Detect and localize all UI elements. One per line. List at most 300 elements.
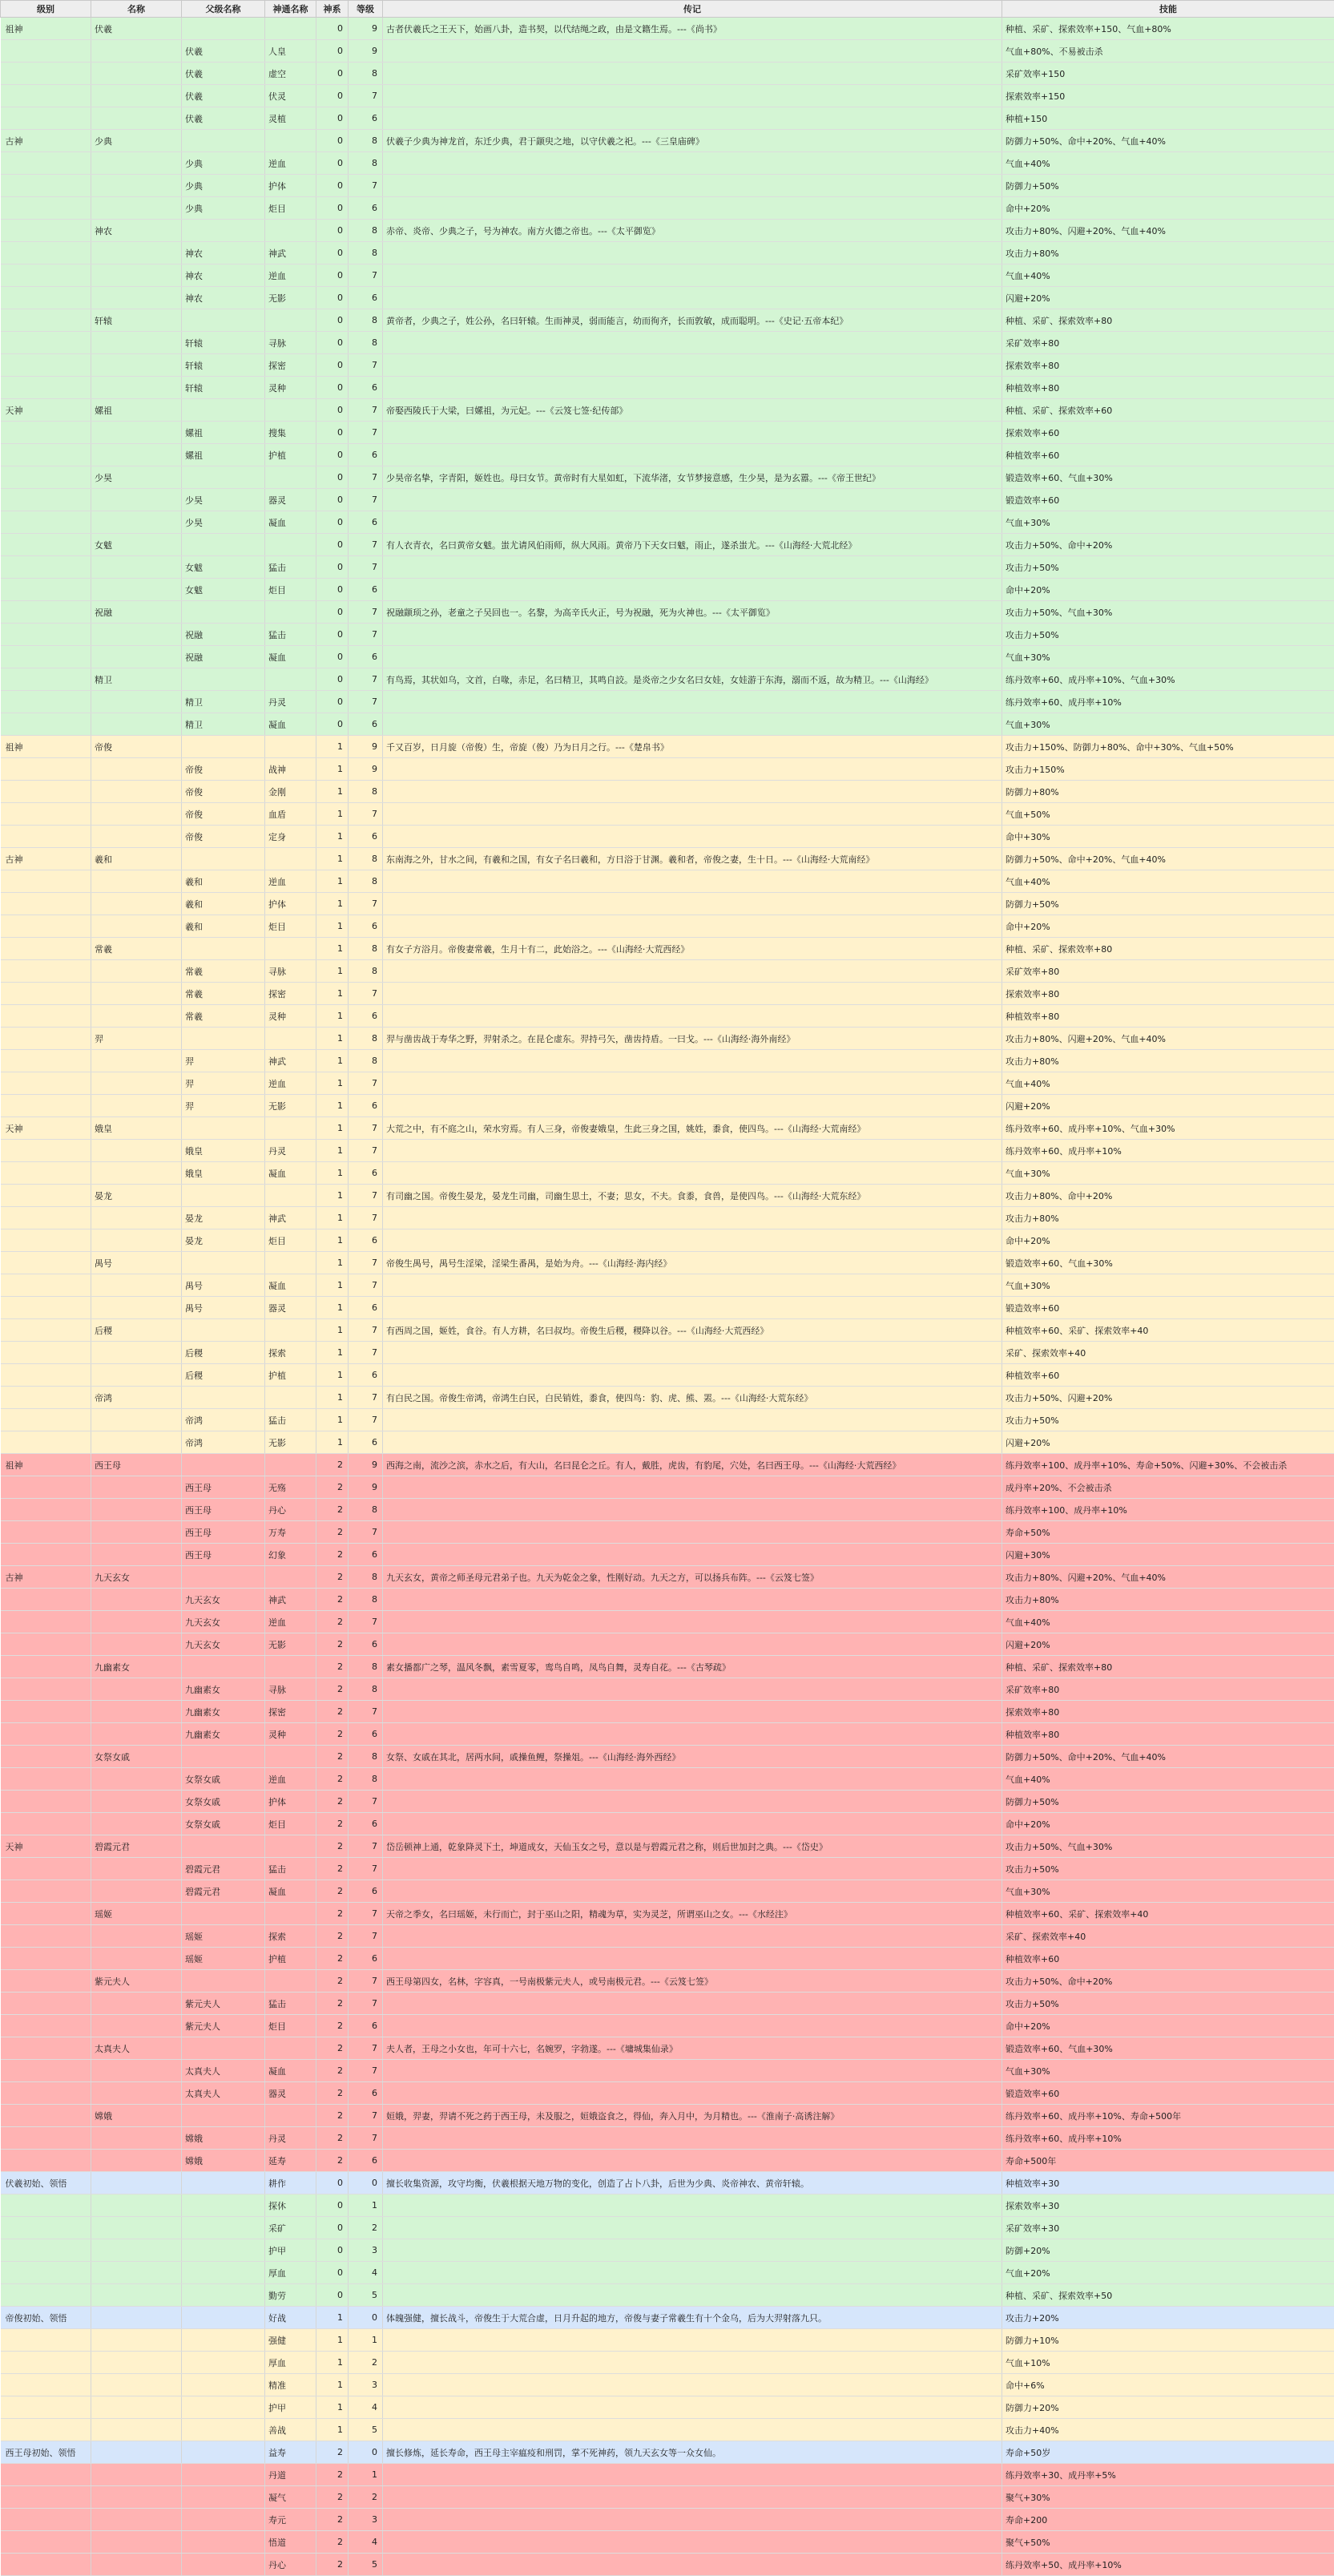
level-cell[interactable]: 8: [349, 781, 383, 803]
biography-cell[interactable]: 帝娶西陵氏于大梁，曰嫘祖，为元妃。---《云笈七签·纪传部》: [383, 399, 1002, 422]
name-cell[interactable]: [91, 1342, 182, 1364]
lineage-cell[interactable]: 0: [316, 399, 349, 422]
skills-cell[interactable]: 攻击力+80%、命中+20%: [1002, 1185, 1334, 1207]
tier-cell[interactable]: [1, 511, 91, 534]
table-row[interactable]: [1, 1723, 1334, 1746]
biography-cell[interactable]: 千又百岁，日月旋（帝俊）生，帝旋（俊）乃为日月之行。---《楚帛书》: [383, 736, 1002, 758]
level-cell[interactable]: 8: [349, 870, 383, 893]
parent-name-cell[interactable]: 嫦娥: [182, 2127, 265, 2150]
tier-cell[interactable]: [1, 1858, 91, 1880]
table-row[interactable]: [1, 1431, 1334, 1454]
biography-cell[interactable]: [383, 2060, 1002, 2082]
parent-name-cell[interactable]: 羲和: [182, 870, 265, 893]
parent-name-cell[interactable]: 嫦娥: [182, 2150, 265, 2172]
lineage-cell[interactable]: 2: [316, 2015, 349, 2037]
level-cell[interactable]: 3: [349, 2374, 383, 2396]
biography-cell[interactable]: [383, 2150, 1002, 2172]
tier-cell[interactable]: [1, 1387, 91, 1409]
skills-cell[interactable]: 采矿效率+80: [1002, 332, 1334, 354]
parent-name-cell[interactable]: [182, 2262, 265, 2284]
ability-name-cell[interactable]: 丹灵: [265, 2127, 316, 2150]
ability-name-cell[interactable]: 无殇: [265, 1476, 316, 1499]
skills-cell[interactable]: 种植效率+60: [1002, 1364, 1334, 1387]
ability-name-cell[interactable]: 逆血: [265, 152, 316, 175]
biography-cell[interactable]: 女祭、女戚在其北，居两水间，戚操鱼鲤，祭操俎。---《山海经·海外西经》: [383, 1746, 1002, 1768]
lineage-cell[interactable]: 0: [316, 2194, 349, 2217]
name-cell[interactable]: [91, 781, 182, 803]
parent-name-cell[interactable]: 娥皇: [182, 1162, 265, 1185]
level-cell[interactable]: 6: [349, 713, 383, 736]
name-cell[interactable]: [91, 2486, 182, 2509]
table-row[interactable]: [1, 2015, 1334, 2037]
tier-cell[interactable]: [1, 1005, 91, 1028]
ability-name-cell[interactable]: 战神: [265, 758, 316, 781]
tier-cell[interactable]: 西王母初始、领悟: [1, 2441, 91, 2464]
parent-name-cell[interactable]: 晏龙: [182, 1229, 265, 1252]
header-skills[interactable]: 技能: [1002, 1, 1334, 18]
biography-cell[interactable]: 西海之南，流沙之滨，赤水之后，有大山，名曰昆仑之丘。有人，戴胜，虎齿，有豹尾，穴处，名曰西王母。---《山海经·大荒西经》: [383, 1454, 1002, 1476]
ability-name-cell[interactable]: 寿元: [265, 2509, 316, 2531]
parent-name-cell[interactable]: 九幽素女: [182, 1701, 265, 1723]
lineage-cell[interactable]: 1: [316, 1185, 349, 1207]
biography-cell[interactable]: [383, 1364, 1002, 1387]
level-cell[interactable]: 7: [349, 534, 383, 556]
parent-name-cell[interactable]: 羿: [182, 1095, 265, 1117]
lineage-cell[interactable]: 1: [316, 938, 349, 960]
name-cell[interactable]: [91, 1813, 182, 1835]
biography-cell[interactable]: [383, 758, 1002, 781]
name-cell[interactable]: [91, 1948, 182, 1970]
ability-name-cell[interactable]: [265, 534, 316, 556]
parent-name-cell[interactable]: 神农: [182, 242, 265, 264]
table-row[interactable]: [1, 691, 1334, 713]
name-cell[interactable]: [91, 2172, 182, 2194]
lineage-cell[interactable]: 1: [316, 870, 349, 893]
tier-cell[interactable]: [1, 175, 91, 197]
biography-cell[interactable]: [383, 1431, 1002, 1454]
biography-cell[interactable]: 有司幽之国。帝俊生晏龙，晏龙生司幽，司幽生思土，不妻；思女，不夫。食黍，食兽，是使四鸟。---《山海经·大荒东经》: [383, 1185, 1002, 1207]
tier-cell[interactable]: [1, 893, 91, 915]
level-cell[interactable]: 7: [349, 624, 383, 646]
table-row[interactable]: [1, 1791, 1334, 1813]
lineage-cell[interactable]: 0: [316, 511, 349, 534]
skills-cell[interactable]: 气血+10%: [1002, 2352, 1334, 2374]
level-cell[interactable]: 6: [349, 1880, 383, 1903]
tier-cell[interactable]: 古神: [1, 848, 91, 870]
table-row[interactable]: [1, 803, 1334, 826]
parent-name-cell[interactable]: [182, 2307, 265, 2329]
name-cell[interactable]: [91, 40, 182, 63]
parent-name-cell[interactable]: [182, 2374, 265, 2396]
parent-name-cell[interactable]: 帝俊: [182, 826, 265, 848]
lineage-cell[interactable]: 1: [316, 1252, 349, 1274]
table-row[interactable]: [1, 2307, 1334, 2329]
tier-cell[interactable]: [1, 264, 91, 287]
ability-name-cell[interactable]: 勤劳: [265, 2284, 316, 2307]
ability-name-cell[interactable]: [265, 1319, 316, 1342]
level-cell[interactable]: 7: [349, 1319, 383, 1342]
level-cell[interactable]: 8: [349, 1746, 383, 1768]
skills-cell[interactable]: 攻击力+50%: [1002, 556, 1334, 579]
lineage-cell[interactable]: 1: [316, 803, 349, 826]
biography-cell[interactable]: [383, 2217, 1002, 2239]
ability-name-cell[interactable]: 护植: [265, 1948, 316, 1970]
lineage-cell[interactable]: 2: [316, 1948, 349, 1970]
parent-name-cell[interactable]: 少昊: [182, 489, 265, 511]
lineage-cell[interactable]: 1: [316, 1297, 349, 1319]
table-row[interactable]: [1, 1993, 1334, 2015]
table-row[interactable]: [1, 893, 1334, 915]
biography-cell[interactable]: 夫人者，王母之小女也，年可十六七，名婉罗，字勃遂。---《墉城集仙录》: [383, 2037, 1002, 2060]
table-row[interactable]: [1, 1005, 1334, 1028]
name-cell[interactable]: [91, 332, 182, 354]
skills-cell[interactable]: 练丹效率+100、成丹率+10%: [1002, 1499, 1334, 1521]
lineage-cell[interactable]: 0: [316, 18, 349, 40]
name-cell[interactable]: [91, 1723, 182, 1746]
level-cell[interactable]: 8: [349, 1589, 383, 1611]
skills-cell[interactable]: 聚气+50%: [1002, 2531, 1334, 2554]
table-row[interactable]: [1, 2464, 1334, 2486]
ability-name-cell[interactable]: [265, 18, 316, 40]
skills-cell[interactable]: 种植效率+80: [1002, 377, 1334, 399]
biography-cell[interactable]: [383, 1342, 1002, 1364]
tier-cell[interactable]: [1, 287, 91, 309]
lineage-cell[interactable]: 1: [316, 826, 349, 848]
table-row[interactable]: [1, 1499, 1334, 1521]
table-row[interactable]: [1, 1701, 1334, 1723]
parent-name-cell[interactable]: [182, 601, 265, 624]
tier-cell[interactable]: [1, 107, 91, 130]
name-cell[interactable]: [91, 287, 182, 309]
name-cell[interactable]: [91, 803, 182, 826]
ability-name-cell[interactable]: [265, 848, 316, 870]
table-row[interactable]: [1, 1611, 1334, 1633]
name-cell[interactable]: 羿: [91, 1028, 182, 1050]
skills-cell[interactable]: 攻击力+80%: [1002, 242, 1334, 264]
tier-cell[interactable]: [1, 2509, 91, 2531]
tier-cell[interactable]: [1, 242, 91, 264]
lineage-cell[interactable]: 0: [316, 579, 349, 601]
parent-name-cell[interactable]: 女祭女戚: [182, 1768, 265, 1791]
parent-name-cell[interactable]: 祝融: [182, 646, 265, 668]
parent-name-cell[interactable]: 帝鸿: [182, 1409, 265, 1431]
skills-cell[interactable]: 攻击力+50%: [1002, 1993, 1334, 2015]
tier-cell[interactable]: [1, 1229, 91, 1252]
name-cell[interactable]: [91, 2284, 182, 2307]
parent-name-cell[interactable]: 轩辕: [182, 332, 265, 354]
ability-name-cell[interactable]: 猛击: [265, 556, 316, 579]
level-cell[interactable]: 1: [349, 2464, 383, 2486]
parent-name-cell[interactable]: 轩辕: [182, 354, 265, 377]
parent-name-cell[interactable]: [182, 309, 265, 332]
parent-name-cell[interactable]: [182, 1656, 265, 1678]
ability-name-cell[interactable]: [265, 1970, 316, 1993]
tier-cell[interactable]: [1, 1050, 91, 1072]
name-cell[interactable]: 羲和: [91, 848, 182, 870]
tier-cell[interactable]: 帝俊初始、领悟: [1, 2307, 91, 2329]
biography-cell[interactable]: [383, 2419, 1002, 2441]
table-row[interactable]: [1, 2352, 1334, 2374]
ability-name-cell[interactable]: 丹心: [265, 2554, 316, 2576]
lineage-cell[interactable]: 2: [316, 1903, 349, 1925]
ability-name-cell[interactable]: 护植: [265, 1364, 316, 1387]
lineage-cell[interactable]: 0: [316, 332, 349, 354]
level-cell[interactable]: 6: [349, 2082, 383, 2105]
lineage-cell[interactable]: 1: [316, 983, 349, 1005]
biography-cell[interactable]: [383, 2194, 1002, 2217]
tier-cell[interactable]: [1, 1072, 91, 1095]
level-cell[interactable]: 7: [349, 1072, 383, 1095]
parent-name-cell[interactable]: 瑶姬: [182, 1948, 265, 1970]
tier-cell[interactable]: [1, 2239, 91, 2262]
biography-cell[interactable]: [383, 1274, 1002, 1297]
table-row[interactable]: [1, 601, 1334, 624]
tier-cell[interactable]: [1, 2464, 91, 2486]
table-row[interactable]: [1, 1117, 1334, 1140]
name-cell[interactable]: [91, 1925, 182, 1948]
level-cell[interactable]: 6: [349, 1948, 383, 1970]
level-cell[interactable]: 7: [349, 1387, 383, 1409]
skills-cell[interactable]: 防御力+50%、命中+20%、气血+40%: [1002, 130, 1334, 152]
ability-name-cell[interactable]: [265, 736, 316, 758]
tier-cell[interactable]: [1, 1791, 91, 1813]
level-cell[interactable]: 7: [349, 1140, 383, 1162]
table-row[interactable]: [1, 1903, 1334, 1925]
name-cell[interactable]: [91, 1050, 182, 1072]
table-row[interactable]: [1, 1566, 1334, 1589]
tier-cell[interactable]: 伏羲初始、领悟: [1, 2172, 91, 2194]
ability-name-cell[interactable]: 无影: [265, 1431, 316, 1454]
parent-name-cell[interactable]: 常羲: [182, 1005, 265, 1028]
biography-cell[interactable]: [383, 1993, 1002, 2015]
ability-name-cell[interactable]: 延寿: [265, 2150, 316, 2172]
name-cell[interactable]: 神农: [91, 220, 182, 242]
skills-cell[interactable]: 防御力+50%: [1002, 893, 1334, 915]
level-cell[interactable]: 2: [349, 2486, 383, 2509]
name-cell[interactable]: [91, 489, 182, 511]
parent-name-cell[interactable]: [182, 1387, 265, 1409]
lineage-cell[interactable]: 0: [316, 466, 349, 489]
level-cell[interactable]: 1: [349, 2329, 383, 2352]
parent-name-cell[interactable]: 祝融: [182, 624, 265, 646]
tier-cell[interactable]: [1, 2419, 91, 2441]
ability-name-cell[interactable]: 定身: [265, 826, 316, 848]
biography-cell[interactable]: 东南海之外，甘水之间，有羲和之国，有女子名曰羲和，方日浴于甘渊。羲和者，帝俊之妻，生十日。---《山海经·大荒南经》: [383, 848, 1002, 870]
lineage-cell[interactable]: 2: [316, 1970, 349, 1993]
level-cell[interactable]: 8: [349, 938, 383, 960]
biography-cell[interactable]: [383, 826, 1002, 848]
skills-cell[interactable]: 种植效率+80: [1002, 1723, 1334, 1746]
level-cell[interactable]: 7: [349, 1791, 383, 1813]
table-row[interactable]: [1, 2194, 1334, 2217]
level-cell[interactable]: 8: [349, 152, 383, 175]
table-row[interactable]: [1, 624, 1334, 646]
parent-name-cell[interactable]: 伏羲: [182, 63, 265, 85]
table-row[interactable]: [1, 1544, 1334, 1566]
lineage-cell[interactable]: 1: [316, 1319, 349, 1342]
skills-cell[interactable]: 锻造效率+60: [1002, 1297, 1334, 1319]
ability-name-cell[interactable]: [265, 466, 316, 489]
name-cell[interactable]: 禺号: [91, 1252, 182, 1274]
table-row[interactable]: [1, 1948, 1334, 1970]
tier-cell[interactable]: [1, 1589, 91, 1611]
level-cell[interactable]: 7: [349, 2060, 383, 2082]
table-row[interactable]: [1, 1207, 1334, 1229]
skills-cell[interactable]: 防御+20%: [1002, 2239, 1334, 2262]
skills-cell[interactable]: 命中+20%: [1002, 1813, 1334, 1835]
tier-cell[interactable]: 天神: [1, 1117, 91, 1140]
table-row[interactable]: [1, 2374, 1334, 2396]
tier-cell[interactable]: [1, 63, 91, 85]
ability-name-cell[interactable]: [265, 1746, 316, 1768]
biography-cell[interactable]: [383, 1813, 1002, 1835]
ability-name-cell[interactable]: [265, 1028, 316, 1050]
skills-cell[interactable]: 攻击力+50%、命中+20%: [1002, 534, 1334, 556]
biography-cell[interactable]: [383, 422, 1002, 444]
tier-cell[interactable]: [1, 1185, 91, 1207]
level-cell[interactable]: 6: [349, 1005, 383, 1028]
lineage-cell[interactable]: 1: [316, 1140, 349, 1162]
biography-cell[interactable]: 赤帝、炎帝、少典之子，号为神农。南方火德之帝也。---《太平御览》: [383, 220, 1002, 242]
biography-cell[interactable]: [383, 2352, 1002, 2374]
level-cell[interactable]: 7: [349, 85, 383, 107]
table-row[interactable]: [1, 466, 1334, 489]
tier-cell[interactable]: [1, 1297, 91, 1319]
name-cell[interactable]: [91, 1162, 182, 1185]
table-row[interactable]: [1, 18, 1334, 40]
parent-name-cell[interactable]: 神农: [182, 264, 265, 287]
name-cell[interactable]: [91, 1633, 182, 1656]
table-row[interactable]: [1, 107, 1334, 130]
parent-name-cell[interactable]: 伏羲: [182, 85, 265, 107]
parent-name-cell[interactable]: 精卫: [182, 713, 265, 736]
skills-cell[interactable]: 锻造效率+60、气血+30%: [1002, 466, 1334, 489]
table-row[interactable]: [1, 1589, 1334, 1611]
lineage-cell[interactable]: 1: [316, 2396, 349, 2419]
lineage-cell[interactable]: 0: [316, 2217, 349, 2239]
lineage-cell[interactable]: 2: [316, 1454, 349, 1476]
biography-cell[interactable]: [383, 646, 1002, 668]
table-row[interactable]: [1, 668, 1334, 691]
level-cell[interactable]: 7: [349, 556, 383, 579]
name-cell[interactable]: [91, 354, 182, 377]
level-cell[interactable]: 5: [349, 2284, 383, 2307]
name-cell[interactable]: [91, 1229, 182, 1252]
parent-name-cell[interactable]: 嫘祖: [182, 422, 265, 444]
biography-cell[interactable]: [383, 1005, 1002, 1028]
ability-name-cell[interactable]: 灵种: [265, 377, 316, 399]
name-cell[interactable]: [91, 2150, 182, 2172]
lineage-cell[interactable]: 2: [316, 2464, 349, 2486]
tier-cell[interactable]: [1, 915, 91, 938]
parent-name-cell[interactable]: [182, 2329, 265, 2352]
lineage-cell[interactable]: 0: [316, 377, 349, 399]
parent-name-cell[interactable]: [182, 1319, 265, 1342]
lineage-cell[interactable]: 2: [316, 2082, 349, 2105]
parent-name-cell[interactable]: 西王母: [182, 1544, 265, 1566]
lineage-cell[interactable]: 0: [316, 624, 349, 646]
biography-cell[interactable]: [383, 1499, 1002, 1521]
level-cell[interactable]: 2: [349, 2217, 383, 2239]
tier-cell[interactable]: [1, 983, 91, 1005]
skills-cell[interactable]: 气血+30%: [1002, 1880, 1334, 1903]
table-row[interactable]: [1, 915, 1334, 938]
skills-cell[interactable]: 攻击力+80%: [1002, 1207, 1334, 1229]
parent-name-cell[interactable]: 精卫: [182, 691, 265, 713]
lineage-cell[interactable]: 0: [316, 197, 349, 220]
tier-cell[interactable]: [1, 1993, 91, 2015]
table-row[interactable]: [1, 1746, 1334, 1768]
name-cell[interactable]: [91, 646, 182, 668]
parent-name-cell[interactable]: 九天玄女: [182, 1633, 265, 1656]
biography-cell[interactable]: [383, 489, 1002, 511]
skills-cell[interactable]: 练丹效率+60、成丹率+10%、气血+30%: [1002, 1117, 1334, 1140]
biography-cell[interactable]: 九天玄女，黄帝之师圣母元君弟子也。九天为乾金之象，性刚好动。九天之方，可以扬兵布阵。---《云笈七签》: [383, 1566, 1002, 1589]
table-row[interactable]: [1, 1364, 1334, 1387]
skills-cell[interactable]: 探索效率+150: [1002, 85, 1334, 107]
lineage-cell[interactable]: 0: [316, 40, 349, 63]
parent-name-cell[interactable]: [182, 2172, 265, 2194]
lineage-cell[interactable]: 2: [316, 1656, 349, 1678]
name-cell[interactable]: [91, 1095, 182, 1117]
skills-cell[interactable]: 气血+30%: [1002, 1162, 1334, 1185]
name-cell[interactable]: [91, 556, 182, 579]
name-cell[interactable]: [91, 915, 182, 938]
parent-name-cell[interactable]: 女祭女戚: [182, 1791, 265, 1813]
biography-cell[interactable]: 有白民之国。帝俊生帝鸿，帝鸿生白民，白民销姓，黍食，使四鸟：豹、虎、熊、罴。---《山海经·大荒东经》: [383, 1387, 1002, 1409]
table-row[interactable]: [1, 1880, 1334, 1903]
level-cell[interactable]: 7: [349, 1521, 383, 1544]
parent-name-cell[interactable]: 晏龙: [182, 1207, 265, 1229]
level-cell[interactable]: 2: [349, 2352, 383, 2374]
lineage-cell[interactable]: 1: [316, 1117, 349, 1140]
table-row[interactable]: [1, 2037, 1334, 2060]
name-cell[interactable]: [91, 1297, 182, 1319]
parent-name-cell[interactable]: 九天玄女: [182, 1589, 265, 1611]
name-cell[interactable]: [91, 242, 182, 264]
biography-cell[interactable]: [383, 1678, 1002, 1701]
biography-cell[interactable]: 姮娥，羿妻，羿请不死之药于西王母，未及服之，姮娥盗食之，得仙，奔入月中，为月精也。---《淮南子·高诱注解》: [383, 2105, 1002, 2127]
ability-name-cell[interactable]: 精准: [265, 2374, 316, 2396]
tier-cell[interactable]: [1, 870, 91, 893]
ability-name-cell[interactable]: [265, 938, 316, 960]
skills-cell[interactable]: 寿命+50岁: [1002, 2441, 1334, 2464]
level-cell[interactable]: 8: [349, 242, 383, 264]
table-row[interactable]: [1, 1162, 1334, 1185]
ability-name-cell[interactable]: 探索: [265, 1925, 316, 1948]
level-cell[interactable]: 6: [349, 1544, 383, 1566]
name-cell[interactable]: [91, 1678, 182, 1701]
biography-cell[interactable]: [383, 2082, 1002, 2105]
lineage-cell[interactable]: 1: [316, 736, 349, 758]
parent-name-cell[interactable]: 西王母: [182, 1521, 265, 1544]
skills-cell[interactable]: 攻击力+80%: [1002, 1050, 1334, 1072]
name-cell[interactable]: [91, 1072, 182, 1095]
table-row[interactable]: [1, 1140, 1334, 1162]
lineage-cell[interactable]: 1: [316, 1005, 349, 1028]
name-cell[interactable]: 碧霞元君: [91, 1835, 182, 1858]
tier-cell[interactable]: 天神: [1, 399, 91, 422]
skills-cell[interactable]: 攻击力+50%: [1002, 1409, 1334, 1431]
ability-name-cell[interactable]: 强健: [265, 2329, 316, 2352]
ability-name-cell[interactable]: 伏灵: [265, 85, 316, 107]
tier-cell[interactable]: [1, 2531, 91, 2554]
parent-name-cell[interactable]: 轩辕: [182, 377, 265, 399]
parent-name-cell[interactable]: 少典: [182, 175, 265, 197]
skills-cell[interactable]: 聚气+30%: [1002, 2486, 1334, 2509]
biography-cell[interactable]: [383, 40, 1002, 63]
tier-cell[interactable]: [1, 1813, 91, 1835]
